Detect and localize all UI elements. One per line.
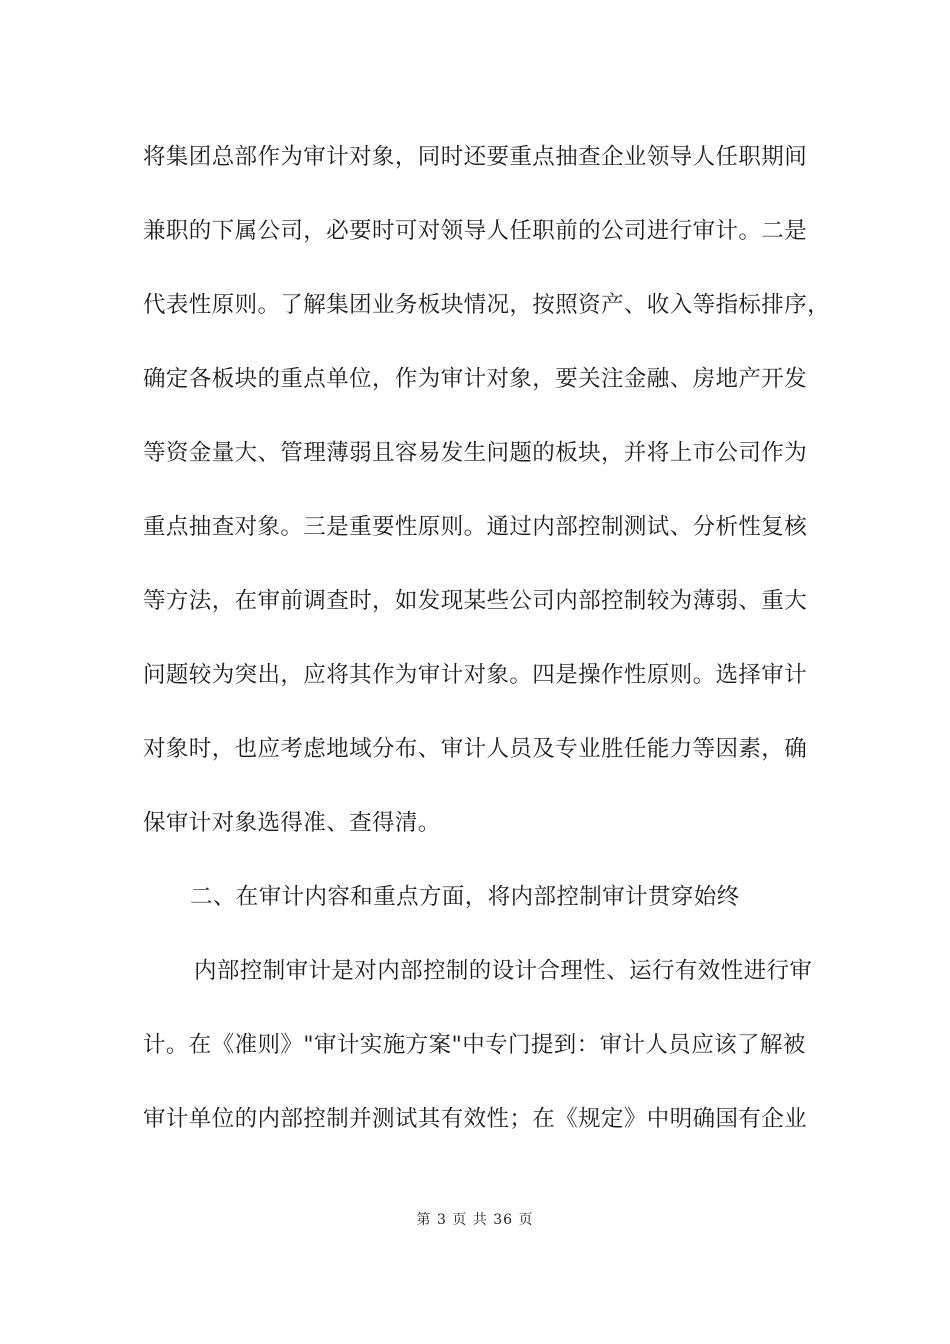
body-line-9: 对象时，也应考虑地域分布、审计人员及专业胜任能力等因素，确 xyxy=(143,736,808,762)
body-line-3: 代表性原则。了解集团业务板块情况，按照资产、收入等指标排序， xyxy=(143,292,831,318)
body-line-2: 兼职的下属公司，必要时可对领导人任职前的公司进行审计。二是 xyxy=(143,218,808,244)
body-line-7: 等方法，在审前调查时，如发现某些公司内部控制较为薄弱、重大 xyxy=(143,588,808,614)
body-line-4: 确定各板块的重点单位，作为审计对象，要关注金融、房地产开发 xyxy=(143,366,808,392)
body-line-10: 保审计对象选得准、查得清。 xyxy=(143,810,441,836)
body-line-6: 重点抽查对象。三是重要性原则。通过内部控制测试、分析性复核 xyxy=(143,514,808,540)
page-number-footer: 第 3 页 共 36 页 xyxy=(416,1212,534,1228)
body-line-1: 将集团总部作为审计对象，同时还要重点抽查企业领导人任职期间 xyxy=(143,144,808,170)
body-line-8: 问题较为突出，应将其作为审计对象。四是操作性原则。选择审计 xyxy=(143,662,808,688)
paragraph2-line-2: 计。在《准则》"审计实施方案"中专门提到：审计人员应该了解被 xyxy=(143,1032,806,1058)
paragraph2-line-1: 内部控制审计是对内部控制的设计合理性、运行有效性进行审 xyxy=(194,958,813,984)
body-line-5: 等资金量大、管理薄弱且容易发生问题的板块，并将上市公司作为 xyxy=(143,440,808,466)
section-heading: 二、在审计内容和重点方面，将内部控制审计贯穿始终 xyxy=(190,884,740,910)
paragraph2-line-3: 审计单位的内部控制并测试其有效性；在《规定》中明确国有企业 xyxy=(143,1106,808,1132)
